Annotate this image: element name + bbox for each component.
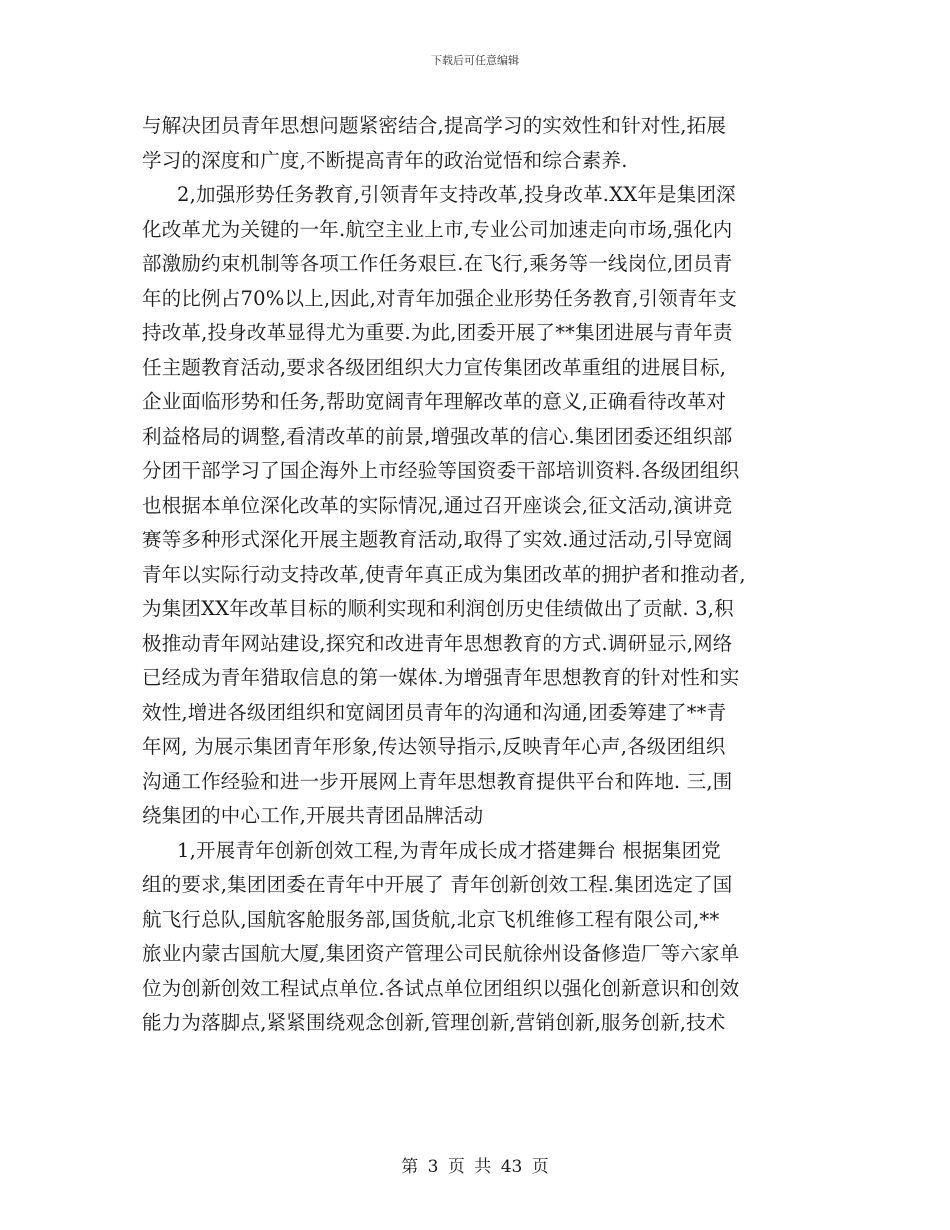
text-line: 学习的深度和广度,不断提高青年的政治觉悟和综合素养. [142,148,628,172]
text-line: 年的比例占70%以上,因此,对青年加强企业形势任务教育,引领青年支 [142,286,738,310]
text-line: 效性,增进各级团组织和宽阔团员青年的沟通和沟通,团委筹建了**青 [142,700,727,724]
text-line: 已经成为青年猎取信息的第一媒体.为增强青年思想教育的针对性和实 [142,666,740,689]
text-line: 也根据本单位深化改革的实际情况,通过召开座谈会,征文活动,演讲竞 [142,493,733,517]
text-line: 旅业内蒙古国航大厦,集团资产管理公司民航徐州设备修造厂等六家单 [142,942,740,965]
text-line: 组的要求,集团团委在青年中开展了 青年创新创效工程.集团选定了国 [142,873,733,896]
text-line: 企业面临形势和任务,帮助宽阔青年理解改革的意义,正确看待改革对 [142,390,727,413]
text-line: 任主题教育活动,要求各级团组织大力宣传集团改革重组的进展目标, [142,355,727,379]
text-line: 航飞行总队,国航客舱服务部,国货航,北京飞机维修工程有限公司,** [142,907,720,931]
text-line: 能力为落脚点,紧紧围绕观念创新,管理创新,营销创新,服务创新,技术 [142,1011,726,1034]
text-line: 1,开展青年创新创效工程,为青年成长成才搭建舞台 根据集团党 [177,838,722,862]
text-line: 化改革尤为关键的一年.航空主业上市,专业公司加速走向市场,强化内 [142,217,733,241]
document-body [142,109,814,1041]
text-line: 极推动青年网站建设,探究和改进青年思想教育的方式.调研显示,网络 [142,631,733,655]
text-line: 2,加强形势任务教育,引领青年支持改革,投身改革.XX年是集团深 [177,183,736,206]
text-line: 绕集团的中心工作,开展共青团品牌活动 [142,804,484,827]
text-line: 与解决团员青年思想问题紧密结合,提高学习的实效性和针对性,拓展 [142,114,727,137]
page-header-note: 下载后可任意编辑 [431,54,519,67]
text-line: 沟通工作经验和进一步开展网上青年思想教育提供平台和阵地. 三,围 [142,769,733,793]
text-line: 位为创新创效工程试点单位.各试点单位团组织以强化创新意识和创效 [142,976,740,1000]
text-line: 分团干部学习了国企海外上市经验等国资委干部培训资料.各级团组织 [142,459,740,482]
text-line: 为集团XX年改革目标的顺利实现和利润创历史佳绩做出了贡献. 3,积 [142,597,734,620]
text-line: 赛等多种形式深化开展主题教育活动,取得了实效.通过活动,引导宽阔 [142,528,733,551]
text-line: 青年以实际行动支持改革,使青年真正成为集团改革的拥护者和推动者, [142,562,746,586]
text-line: 部激励约束机制等各项工作任务艰巨.在飞行,乘务等一线岗位,团员青 [142,252,733,275]
text-line: 持改革,投身改革显得尤为重要.为此,团委开展了**集团进展与青年责 [142,321,733,344]
page-number-footer: 第 3 页 共 43 页 [401,1157,549,1177]
text-line: 利益格局的调整,看清改革的前景,增强改革的信心.集团团委还组织部 [142,424,733,448]
text-line: 年网, 为展示集团青年形象,传达领导指示,反映青年心声,各级团组织 [142,735,726,758]
